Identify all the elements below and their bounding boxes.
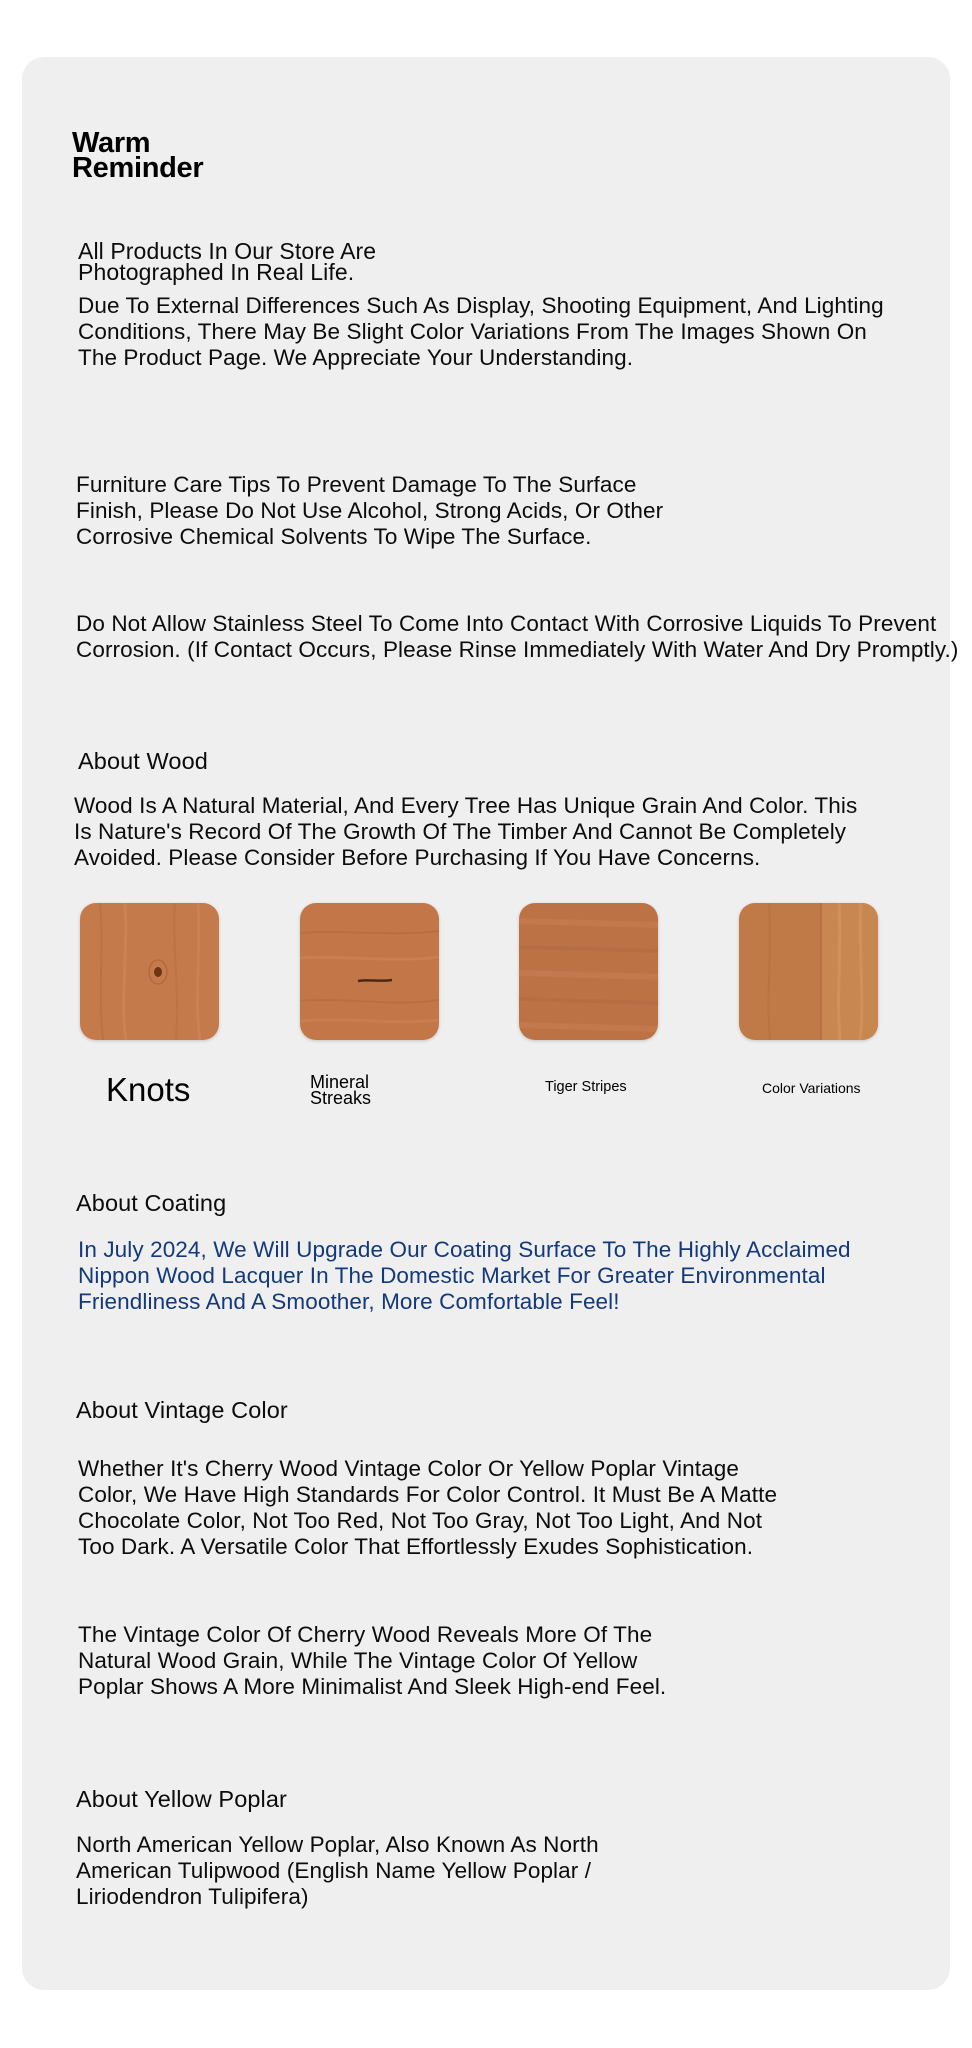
page-title bbox=[72, 127, 204, 184]
coating-line: Friendliness And A Smoother, More Comfortable Feel! bbox=[78, 1289, 620, 1314]
mineral-streaks-caption bbox=[310, 1074, 371, 1106]
poplar-line: Liriodendron Tulipifera) bbox=[76, 1884, 309, 1909]
knot-wood-swatch bbox=[80, 903, 219, 1040]
care-line: Furniture Care Tips To Prevent Damage To The Surface bbox=[76, 472, 637, 497]
vintage-line: Color, We Have High Standards For Color Control. It Must Be A Matte bbox=[78, 1482, 778, 1507]
vintage-line: Natural Wood Grain, While The Vintage Color Of Yellow bbox=[78, 1648, 638, 1673]
color-variations-caption: Color Variations bbox=[762, 1080, 861, 1096]
coating-line: Nippon Wood Lacquer In The Domestic Market For Greater Environmental bbox=[78, 1263, 826, 1288]
about-wood-heading: About Wood bbox=[78, 748, 208, 774]
about-poplar-heading: About Yellow Poplar bbox=[76, 1786, 287, 1812]
title-line: Warm bbox=[72, 127, 151, 159]
stainless-steel-notice bbox=[76, 611, 972, 663]
mineral-streak-wood-swatch bbox=[300, 903, 439, 1040]
steel-line: Do Not Allow Stainless Steel To Come Into Contact With Corrosive Liquids To Prevent bbox=[76, 611, 937, 636]
knots-caption: Knots bbox=[106, 1071, 191, 1108]
care-tips bbox=[76, 472, 663, 550]
about-vintage-heading: About Vintage Color bbox=[76, 1397, 288, 1423]
color-variation-wood-swatch bbox=[739, 903, 878, 1040]
care-line: Corrosive Chemical Solvents To Wipe The Surface. bbox=[76, 524, 592, 549]
photo-notice-line: Photographed In Real Life. bbox=[78, 259, 355, 285]
notice-line: The Product Page. We Appreciate Your Understanding. bbox=[78, 345, 634, 370]
wood-line: Avoided. Please Consider Before Purchasing If You Have Concerns. bbox=[74, 845, 761, 870]
photo-notice-line: All Products In Our Store Are bbox=[78, 238, 377, 264]
vintage-paragraph-2 bbox=[78, 1622, 666, 1700]
wood-line: Wood Is A Natural Material, And Every Tree Has Unique Grain And Color. This bbox=[74, 793, 858, 818]
tiger-stripes-caption: Tiger Stripes bbox=[545, 1079, 627, 1095]
about-coating-heading: About Coating bbox=[76, 1190, 227, 1216]
notice-line: Due To External Differences Such As Display, Shooting Equipment, And Lighting bbox=[78, 293, 884, 318]
wood-line: Is Nature's Record Of The Growth Of The Timber And Cannot Be Completely bbox=[74, 819, 847, 844]
caption-line: Mineral bbox=[310, 1072, 370, 1092]
poplar-line: North American Yellow Poplar, Also Known As North bbox=[76, 1832, 599, 1857]
coating-line: In July 2024, We Will Upgrade Our Coating Surface To The Highly Acclaimed bbox=[78, 1237, 851, 1262]
vintage-line: Too Dark. A Versatile Color That Effortlessly Exudes Sophistication. bbox=[78, 1534, 754, 1559]
vintage-line: The Vintage Color Of Cherry Wood Reveals More Of The bbox=[78, 1622, 653, 1647]
about-coating-text bbox=[78, 1237, 851, 1315]
steel-line: Corrosion. (If Contact Occurs, Please Rinse Immediately With Water And Dry Promptly.) bbox=[76, 637, 959, 662]
color-difference-notice bbox=[78, 293, 884, 371]
care-line: Finish, Please Do Not Use Alcohol, Strong Acids, Or Other bbox=[76, 498, 664, 523]
about-poplar-text bbox=[76, 1832, 599, 1910]
notice-line: Conditions, There May Be Slight Color Variations From The Images Shown On bbox=[78, 319, 867, 344]
vintage-line: Chocolate Color, Not Too Red, Not Too Gray, Not Too Light, And Not bbox=[78, 1508, 763, 1533]
caption-line: Streaks bbox=[310, 1088, 372, 1108]
tiger-stripe-wood-swatch bbox=[519, 903, 658, 1040]
vintage-line: Whether It's Cherry Wood Vintage Color Or Yellow Poplar Vintage bbox=[78, 1456, 739, 1481]
poplar-line: American Tulipwood (English Name Yellow Poplar / bbox=[76, 1858, 592, 1883]
title-line: Reminder bbox=[72, 152, 204, 184]
about-wood-text bbox=[74, 793, 857, 871]
vintage-line: Poplar Shows A More Minimalist And Sleek High-end Feel. bbox=[78, 1674, 667, 1699]
vintage-paragraph-1 bbox=[78, 1456, 777, 1560]
photo-notice bbox=[78, 238, 377, 285]
